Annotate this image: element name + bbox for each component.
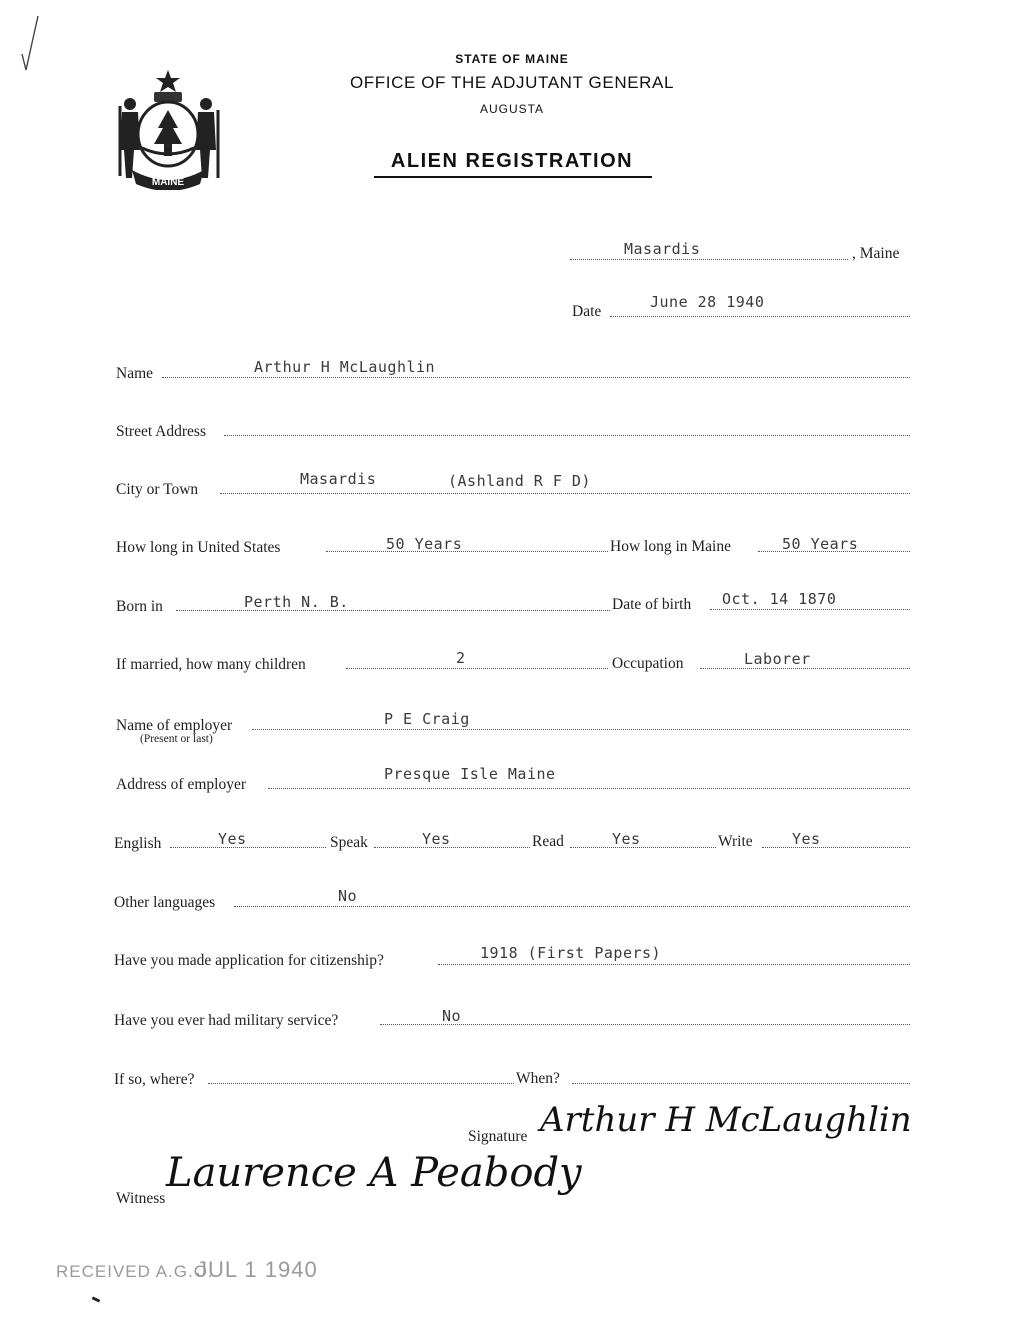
born-value[interactable]: Perth N. B.	[244, 593, 349, 611]
form-title: ALIEN REGISTRATION	[390, 150, 634, 172]
citizenship-line	[438, 964, 910, 965]
city-value[interactable]: Masardis	[300, 470, 377, 488]
employer-label: Name of employer	[116, 717, 233, 734]
write-label: Write	[718, 833, 753, 850]
write-line	[762, 847, 910, 848]
street-label: Street Address	[116, 423, 206, 440]
other-languages-label: Other languages	[114, 894, 216, 911]
english-label: English	[114, 835, 162, 852]
maine-length-value[interactable]: 50 Years	[782, 535, 859, 553]
occupation-label: Occupation	[612, 655, 684, 672]
employer-address-value[interactable]: Presque Isle Maine	[384, 765, 556, 783]
us-length-line	[326, 551, 608, 552]
header-office: OFFICE OF THE ADJUTANT GENERAL	[349, 73, 675, 92]
title-underline	[374, 176, 652, 178]
speak-value[interactable]: Yes	[422, 830, 451, 848]
place-value[interactable]: Masardis	[624, 240, 701, 258]
signature-handwriting[interactable]: Arthur H McLaughlin	[540, 1100, 912, 1140]
citizenship-label: Have you made application for citizenship?	[114, 952, 384, 969]
read-label: Read	[532, 833, 564, 850]
witness-handwriting[interactable]: Laurence A Peabody	[166, 1150, 582, 1196]
english-line	[170, 847, 326, 848]
born-label: Born in	[116, 598, 163, 615]
dob-line	[710, 609, 910, 610]
military-label: Have you ever had military service?	[114, 1012, 339, 1029]
english-value[interactable]: Yes	[218, 830, 247, 848]
children-line	[346, 668, 608, 669]
city-value-detail[interactable]: (Ashland R F D)	[448, 472, 591, 490]
children-label: If married, how many children	[116, 656, 306, 673]
place-suffix: , Maine	[852, 245, 900, 262]
employer-sublabel: (Present or last)	[140, 733, 213, 745]
employer-value[interactable]: P E Craig	[384, 710, 470, 728]
write-value[interactable]: Yes	[792, 830, 821, 848]
military-value[interactable]: No	[442, 1007, 462, 1025]
citizenship-value[interactable]: 1918 (First Papers)	[480, 944, 662, 962]
seal-banner-text: MAINE	[151, 177, 185, 188]
city-line	[220, 493, 910, 494]
header-city: AUGUSTA	[479, 102, 545, 116]
read-value[interactable]: Yes	[612, 830, 641, 848]
read-line	[570, 847, 716, 848]
signature-label: Signature	[468, 1128, 528, 1145]
speak-label: Speak	[330, 834, 368, 851]
us-length-value[interactable]: 50 Years	[386, 535, 463, 553]
occupation-line	[700, 668, 910, 669]
received-stamp-date: JUL 1 1940	[196, 1257, 318, 1282]
date-value[interactable]: June 28 1940	[650, 293, 765, 311]
other-languages-line	[234, 906, 910, 907]
city-label: City or Town	[116, 481, 199, 498]
stray-mark	[92, 1296, 101, 1302]
name-value[interactable]: Arthur H McLaughlin	[254, 358, 436, 376]
header-state: STATE OF MAINE	[455, 52, 569, 66]
where-label: If so, where?	[114, 1071, 195, 1088]
other-languages-value[interactable]: No	[338, 887, 358, 905]
date-line	[610, 316, 910, 317]
date-label: Date	[572, 303, 602, 320]
street-line	[224, 435, 910, 436]
where-line	[208, 1083, 514, 1084]
employer-address-line	[268, 788, 910, 789]
employer-address-label: Address of employer	[116, 776, 246, 793]
us-length-label: How long in United States	[116, 539, 281, 556]
received-stamp-text: RECEIVED A.G.O.	[56, 1262, 214, 1281]
maine-length-label: How long in Maine	[610, 538, 731, 555]
dob-value[interactable]: Oct. 14 1870	[722, 590, 837, 608]
born-line	[176, 610, 610, 611]
name-line	[162, 377, 910, 378]
employer-line	[252, 729, 910, 730]
when-line	[572, 1083, 910, 1084]
occupation-value[interactable]: Laborer	[744, 650, 811, 668]
children-value[interactable]: 2	[456, 649, 466, 667]
witness-label: Witness	[116, 1190, 166, 1207]
dob-label: Date of birth	[612, 596, 692, 613]
name-label: Name	[116, 365, 154, 382]
place-line	[570, 259, 848, 260]
when-label: When?	[516, 1070, 560, 1087]
speak-line	[374, 847, 530, 848]
